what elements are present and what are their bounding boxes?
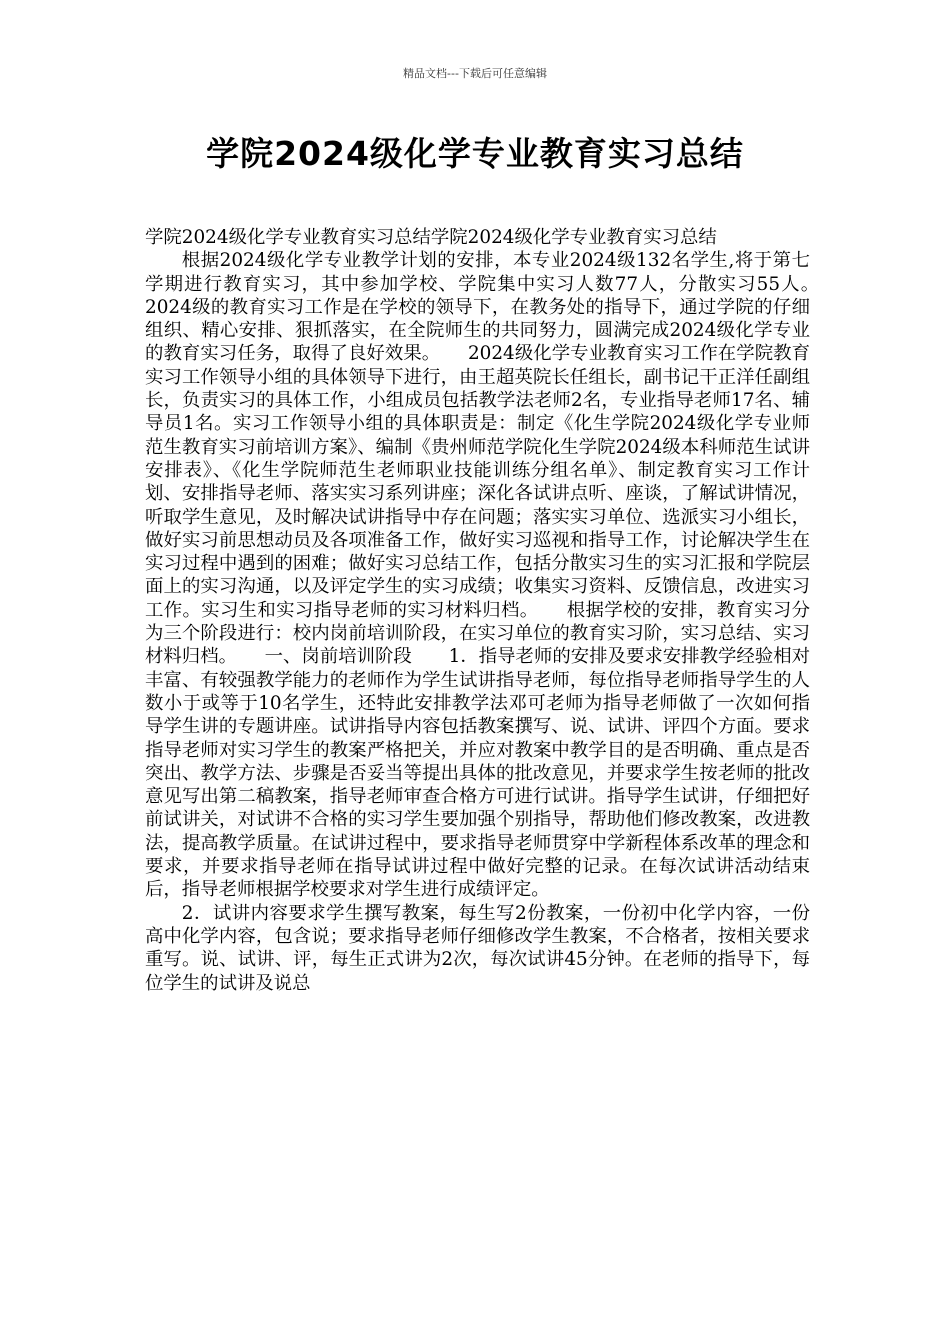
page-header-note: 精品文档---下载后可任意编辑 <box>403 67 547 80</box>
document-lead: 学院2024级化学专业教育实习总结学院2024级化学专业教育实习总结 <box>145 227 717 248</box>
document-title: 学院2024级化学专业教育实习总结 <box>206 134 744 173</box>
document-body <box>145 226 847 995</box>
body-paragraph-2: 2．试讲内容要求学生撰写教案，每生写2份教案，一份初中化学内容，一份高中化学内容，包含说；要求指导老师仔细修改学生教案，不合格者，按相关要求重写。说、试讲、评，每生正式讲为2次，每次试讲45分钟。在老师的指导下，每位学生的试讲及说总 <box>145 902 810 994</box>
body-paragraph-1: 根据2024级化学专业教学计划的安排，本专业2024级132名学生,将于第七学期进行教育实习，其中参加学校、学院集中实习人数77人，分散实习55人。 2024级的教育实习工作是在学校的领导下，在教务处的指导下，通过学院的仔细组织、精心安排、狠抓落实，在全院师生的共同努力，圆满完成2024级化学专业的教育实习任务，取得了良好效果。 2024级化学专业教育实习工作在学院教育实习工作领导小组的具体领导下进行，由王超英院长任组长，副书记干正洋任副组长，负责实习的具体工作，小组成员包括教学法老师2名，专业指导老师17名、辅导员1名。实习工作领导小组的具体职责是：制定《化生学院2024级化学专业师范生教育实习前培训方案》、编制《贵州师范学院化生学院2024级本科师范生试讲安排表》、《化生学院师范生老师职业技能训练分组名单》、制定教育实习工作计划、安排指导老师、落实实习系列讲座；深化各试讲点听、座谈，了解试讲情况，听取学生意见，及时解决试讲指导中存在问题；落实实习单位、选派实习小组长，做好实习前思想动员及各项准备工作，做好实习巡视和指导工作，讨论解决学生在实习过程中遇到的困难；做好实习总结工作，包括分散实习生的实习汇报和学院层面上的实习沟通，以及评定学生的实习成绩；收集实习资料、反馈信息，改进实习工作。实习生和实习指导老师的实习材料归档。 根据学校的安排，教育实习分为三个阶段进行：校内岗前培训阶段，在实习单位的教育实习阶，实习总结、实习材料归档。 一、岗前培训阶段 1．指导老师的安排及要求安排教学经验相对丰富、有较强教学能力的老师作为学生试讲指导老师，每位指导老师指导学生的人数小于或等于10名学生，还特此安排教学法邓可老师为指导老师做了一次如何指导学生讲的专题讲座。试讲指导内容包括教案撰写、说、试讲、评四个方面。要求指导老师对实习学生的教案严格把关，并应对教案中教学目的是否明确、重点是否突出、教学方法、步骤是否妥当等提出具体的批改意见，并要求学生按老师的批改意见写出第二稿教案，指导老师审查合格方可进行试讲。指导学生试讲，仔细把好前试讲关，对试讲不合格的实习学生要加强个别指导，帮助他们修改教案，改进教法，提高教学质量。在试讲过程中，要求指导老师贯穿中学新程体系改革的理念和要求，并要求指导老师在指导试讲过程中做好完整的记录。在每次试讲活动结束后，指导老师根据学校要求对学生进行成绩评定。 <box>145 250 847 901</box>
